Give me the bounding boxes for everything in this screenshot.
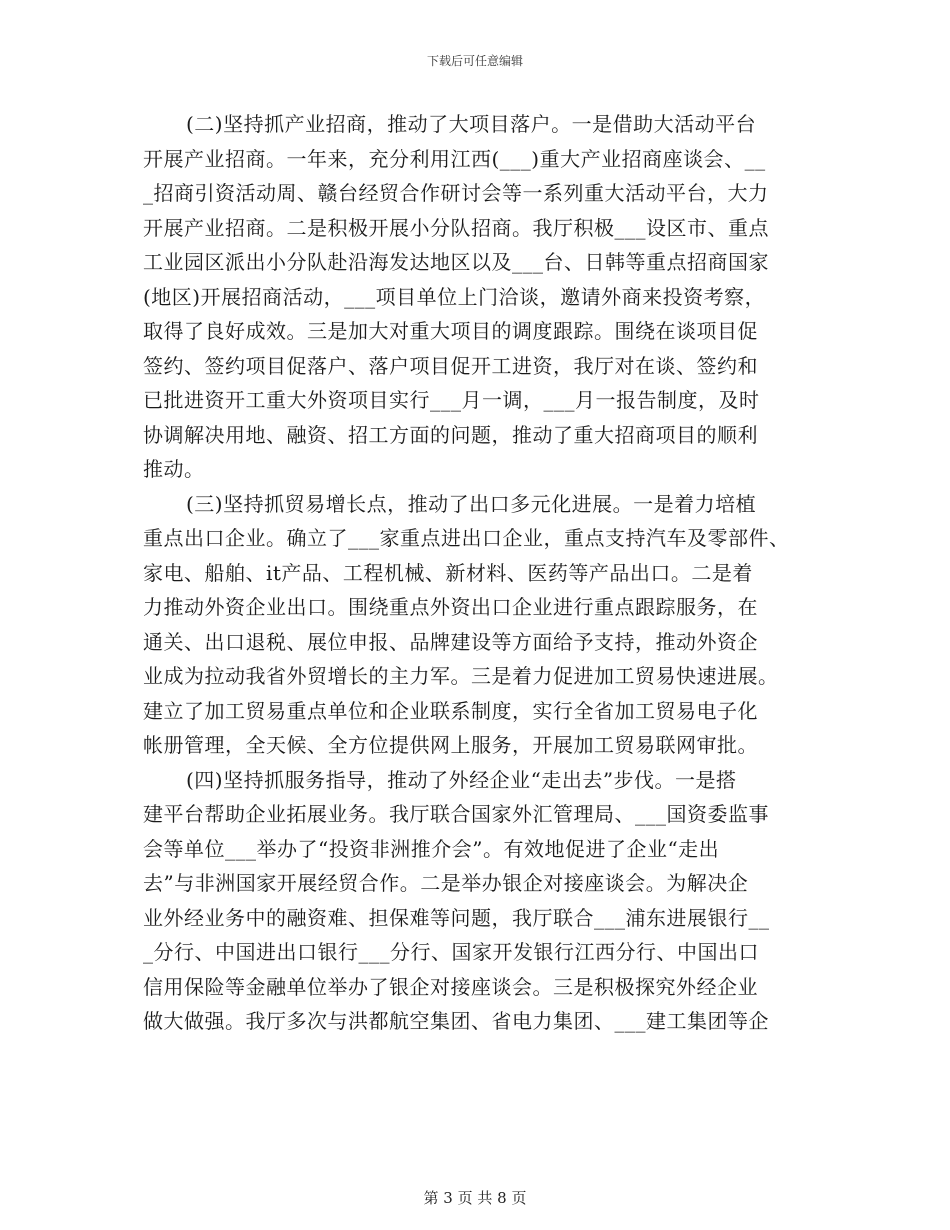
text-line: 重点出口企业。确立了___家重点进出口企业，重点支持汽车及零部件、	[143, 526, 790, 550]
text-line: _招商引资活动周、赣台经贸合作研讨会等一系列重大活动平台，大力	[143, 181, 769, 205]
text-line: 业成为拉动我省外贸增长的主力军。三是着力促进加工贸易快速进展。	[143, 664, 779, 688]
text-line: 业外经业务中的融资难、担保难等问题，我厅联合___浦东进展银行__	[143, 905, 770, 930]
text-line: _分行、中国进出口银行___分行、国家开发银行江西分行、中国出口	[143, 940, 759, 964]
text-line: 签约、签约项目促落户、落户项目促开工进资，我厅对在谈、签约和	[143, 353, 758, 378]
text-line: 力推动外资企业出口。围绕重点外资出口企业进行重点跟踪服务，在	[143, 595, 758, 619]
text-line: (三)坚持抓贸易增长点，推动了出口多元化进展。一是着力培植	[186, 491, 757, 516]
text-line: 通关、出口退税、展位申报、品牌建设等方面给予支持，推动外资企	[143, 629, 758, 654]
text-line: 取得了良好成效。三是加大对重大项目的调度跟踪。围绕在谈项目促	[143, 319, 758, 343]
text-line: 信用保险等金融单位举办了银企对接座谈会。三是积极探究外经企业	[143, 974, 758, 999]
text-line: 已批进资开工重大外资项目实行___月一调，___月一报告制度，及时	[143, 388, 760, 412]
text-line: (二)坚持抓产业招商，推动了大项目落户。一是借助大活动平台	[186, 112, 757, 136]
text-line: 工业园区派出小分队赴沿海发达地区以及___台、日韩等重点招商国家	[143, 250, 769, 274]
text-line: 建立了加工贸易重点单位和企业联系制度，实行全省加工贸易电子化	[143, 698, 758, 723]
text-line: (地区)开展招商活动，___项目单位上门洽谈，邀请外商来投资考察，	[143, 284, 766, 309]
text-line: 去”与非洲国家开展经贸合作。二是举办银企对接座谈会。为解决企	[143, 871, 749, 895]
page-header: 下载后可任意编辑	[426, 54, 523, 68]
text-line: 开展产业招商。一年来，充分利用江西(___)重大产业招商座谈会、__	[143, 146, 766, 171]
text-line: 协调解决用地、融资、招工方面的问题，推动了重大招商项目的顺利	[143, 422, 758, 447]
text-line: 推动。	[143, 457, 205, 481]
text-line: 会等单位___举办了“投资非洲推介会”。有效地促进了企业“走出	[143, 836, 720, 861]
document-body	[143, 107, 808, 1039]
page-number-footer: 第 3 页 共 8 页	[423, 1189, 527, 1207]
text-line: 做大做强。我厅多次与洪都航空集团、省电力集团、___建工集团等企	[143, 1009, 769, 1033]
text-line: 建平台帮助企业拓展业务。我厅联合国家外汇管理局、___国资委监事	[143, 802, 769, 826]
text-line: (四)坚持抓服务指导，推动了外经企业“走出去”步伐。一是搭	[186, 767, 737, 792]
text-line: 家电、船舶、it产品、工程机械、新材料、医药等产品出口。二是着	[143, 560, 753, 585]
text-line: 开展产业招商。二是积极开展小分队招商。我厅积极___设区市、重点	[143, 215, 769, 240]
text-line: 帐册管理，全天候、全方位提供网上服务，开展加工贸易联网审批。	[143, 733, 758, 757]
